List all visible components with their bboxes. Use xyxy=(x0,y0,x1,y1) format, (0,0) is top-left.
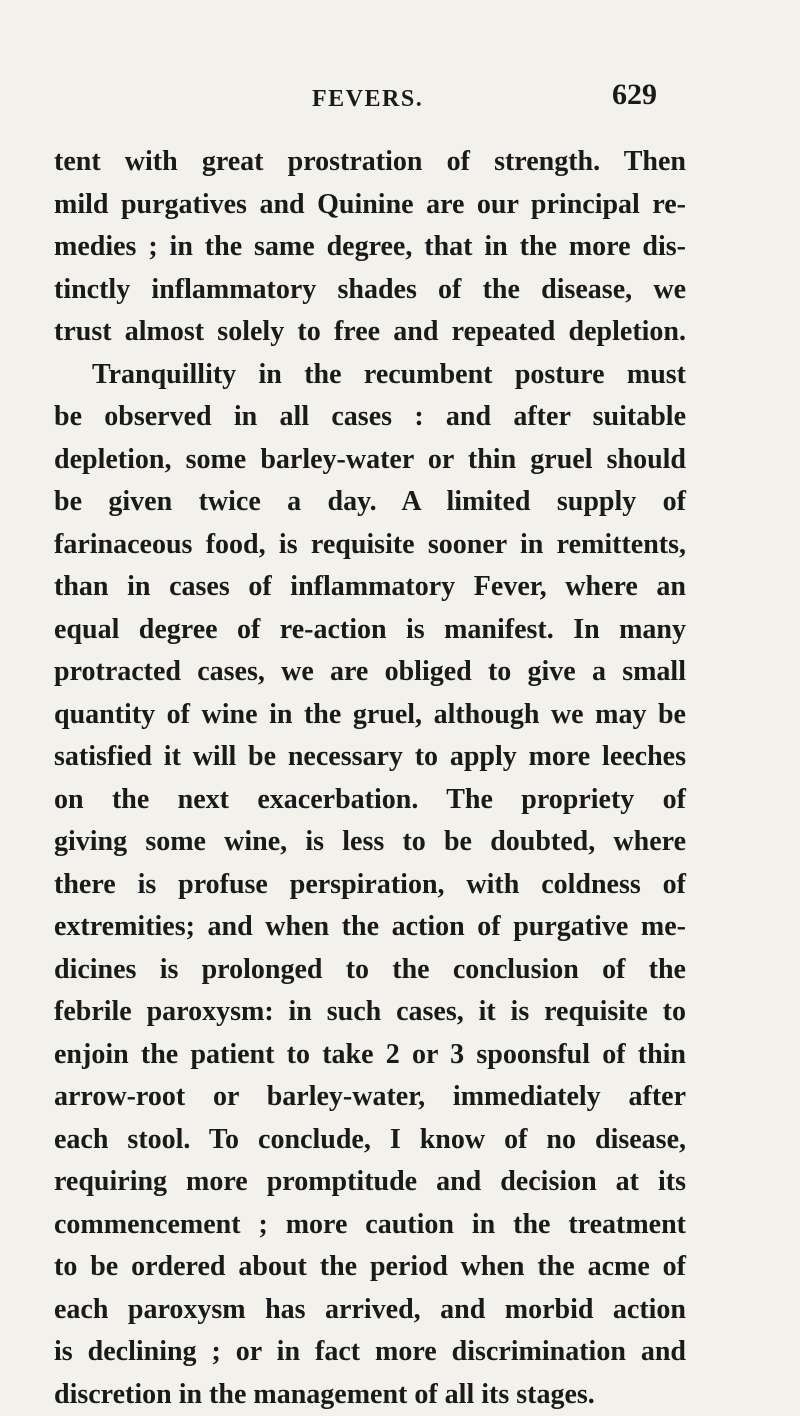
text-line: farinaceous food, is requisite sooner in remittents, xyxy=(54,524,686,567)
text-line: depletion, some barley-water or thin gruel should xyxy=(54,439,686,482)
running-head xyxy=(0,78,800,118)
text-line: quantity of wine in the gruel, although we may be xyxy=(54,694,686,737)
text-line: extremities; and when the action of purgative me- xyxy=(54,906,686,949)
text-line: equal degree of re-action is manifest. In many xyxy=(54,609,686,652)
text-line: commencement ; more caution in the treatment xyxy=(54,1204,686,1247)
text-line: tent with great prostration of strength. Then xyxy=(54,141,686,184)
running-title: FEVERS. xyxy=(312,86,423,113)
text-line: tinctly inflammatory shades of the disease, we xyxy=(54,269,686,312)
text-line: requiring more promptitude and decision at its xyxy=(54,1161,686,1204)
text-line: trust almost solely to free and repeated depletion. xyxy=(54,311,686,354)
text-line: enjoin the patient to take 2 or 3 spoonsful of thin xyxy=(54,1034,686,1077)
text-line: arrow-root or barley-water, immediately after xyxy=(54,1076,686,1119)
text-line: be given twice a day. A limited supply of xyxy=(54,481,686,524)
text-line: dicines is prolonged to the conclusion of the xyxy=(54,949,686,992)
text-line: protracted cases, we are obliged to give a small xyxy=(54,651,686,694)
text-line: giving some wine, is less to be doubted, where xyxy=(54,821,686,864)
text-line: each stool. To conclude, I know of no disease, xyxy=(54,1119,686,1162)
text-line: be observed in all cases : and after suitable xyxy=(54,396,686,439)
text-line: mild purgatives and Quinine are our principal re- xyxy=(54,184,686,227)
text-line: discretion in the management of all its stages. xyxy=(54,1374,686,1416)
text-line: satisfied it will be necessary to apply more leeches xyxy=(54,736,686,779)
text-line: on the next exacerbation. The propriety of xyxy=(54,779,686,822)
text-line: to be ordered about the period when the acme of xyxy=(54,1246,686,1289)
text-line: medies ; in the same degree, that in the more dis- xyxy=(54,226,686,269)
paragraph-start-line: Tranquillity in the recumbent posture must xyxy=(54,354,686,397)
page-number: 629 xyxy=(612,78,657,112)
text-line: febrile paroxysm: in such cases, it is requisite to xyxy=(54,991,686,1034)
text-line: than in cases of inflammatory Fever, where an xyxy=(54,566,686,609)
text-line: there is profuse perspiration, with coldness of xyxy=(54,864,686,907)
text-line: each paroxysm has arrived, and morbid action xyxy=(54,1289,686,1332)
body-text xyxy=(54,141,686,1416)
text-line: is declining ; or in fact more discrimination and xyxy=(54,1331,686,1374)
